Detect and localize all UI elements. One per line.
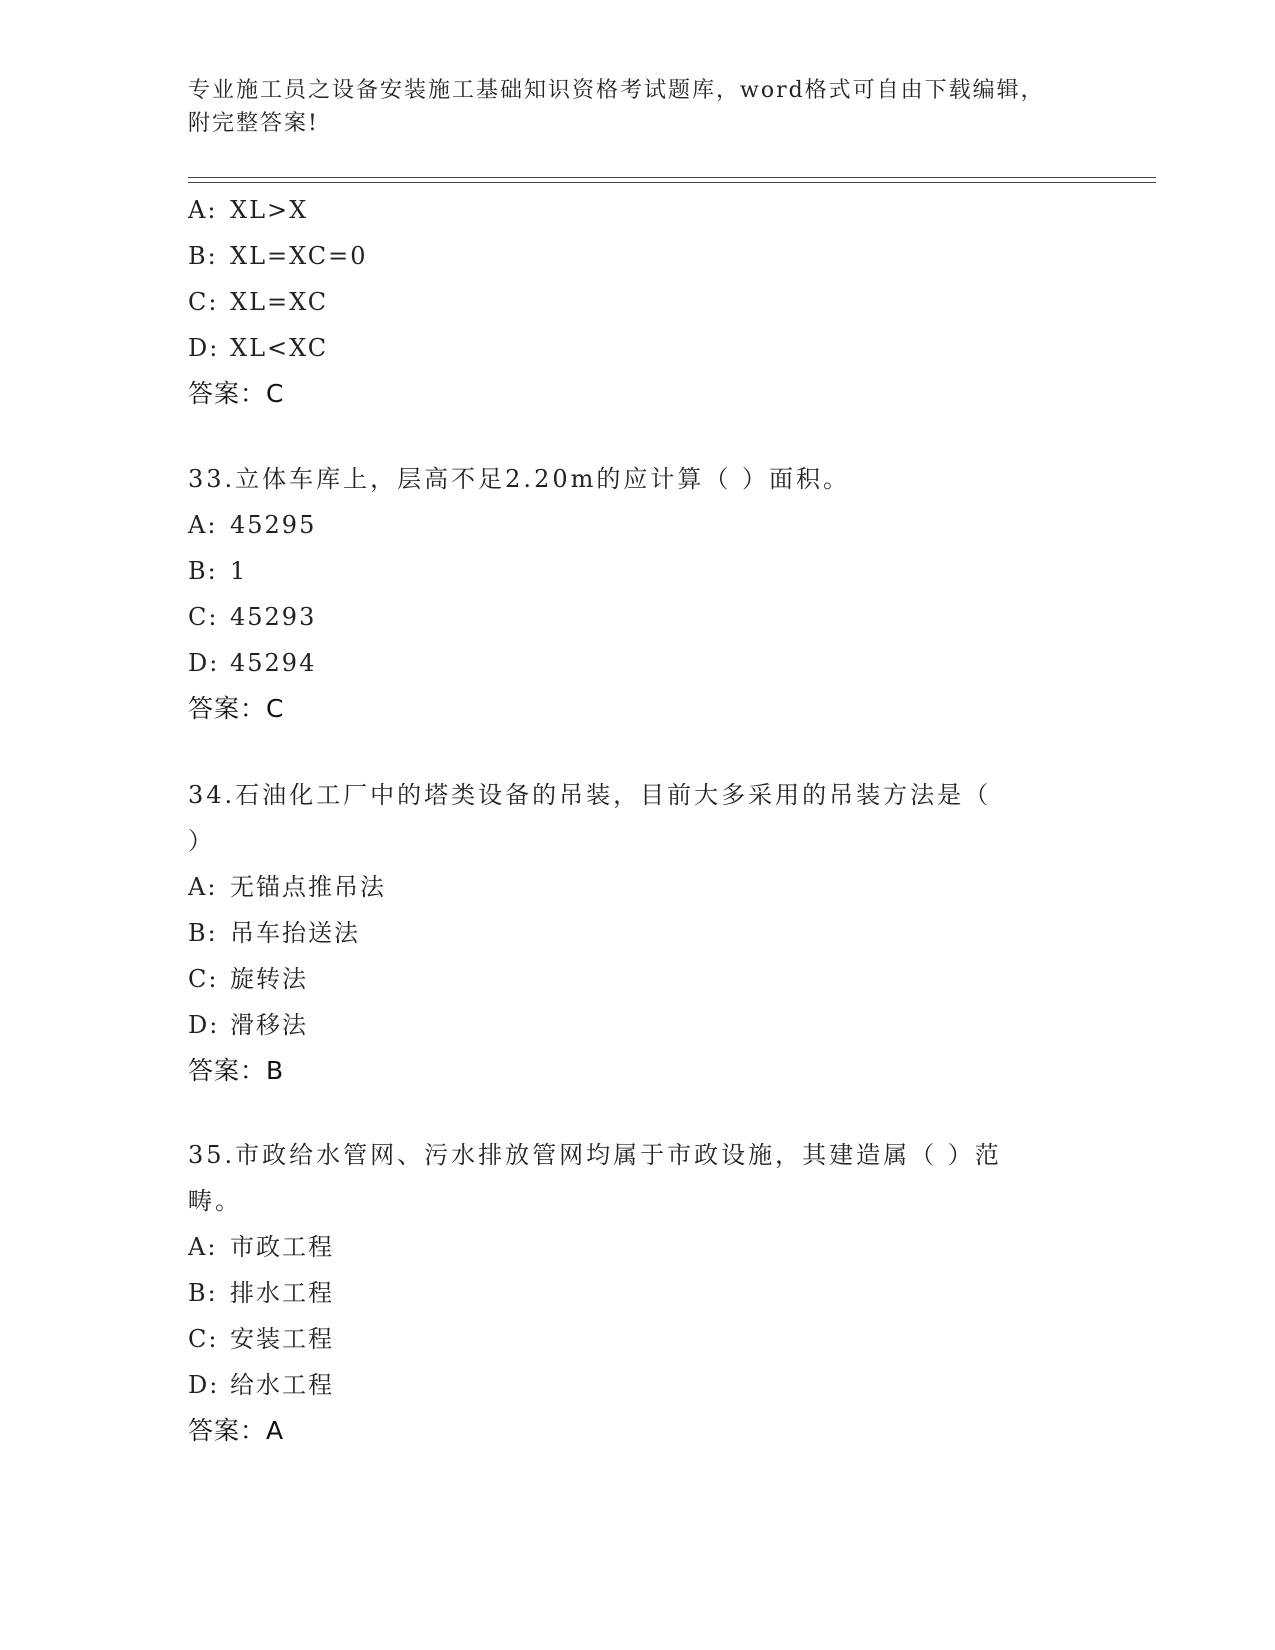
option-text: 安装工程 (230, 1325, 334, 1353)
option-label: D: (188, 1011, 220, 1039)
option-text: 旋转法 (230, 965, 308, 993)
option-a (188, 864, 1088, 910)
question-text-continued: ） (188, 827, 215, 855)
question-text: 35.市政给水管网、污水排放管网均属于市政设施，其建造属（ ）范 (188, 1141, 1002, 1169)
option-label: A: (188, 511, 218, 539)
option-a (188, 187, 1088, 233)
option-d (188, 640, 1088, 686)
option-a (188, 1224, 1088, 1270)
question-text-continued: 畴。 (188, 1187, 242, 1215)
option-c (188, 956, 1088, 1002)
option-label: C: (188, 288, 219, 316)
option-text: 45295 (230, 511, 317, 539)
option-d (188, 1362, 1088, 1408)
option-label: B: (188, 1279, 218, 1307)
option-text: 给水工程 (230, 1371, 334, 1399)
document-header (188, 74, 1068, 140)
option-label: D: (188, 1371, 220, 1399)
header-line-1: 专业施工员之设备安装施工基础知识资格考试题库，word格式可自由下载编辑， (188, 78, 1045, 103)
option-label: A: (188, 196, 218, 224)
question-35-block (188, 1132, 1088, 1454)
header-line-2: 附完整答案! (188, 111, 319, 136)
option-d (188, 1002, 1088, 1048)
option-label: C: (188, 603, 219, 631)
option-d (188, 325, 1088, 371)
header-divider-top (188, 177, 1156, 178)
answer-line: 答案：B (188, 1056, 285, 1085)
option-c (188, 279, 1088, 325)
question-text: 33.立体车库上，层高不足2.20m的应计算（ ）面积。 (188, 465, 850, 493)
answer-line: 答案：C (188, 379, 285, 408)
option-text: XL=XC (230, 288, 329, 316)
answer-line: 答案：A (188, 1416, 285, 1445)
option-text: 吊车抬送法 (230, 919, 360, 947)
option-text: XL<XC (230, 334, 329, 362)
option-text: 1 (230, 557, 248, 585)
option-label: A: (188, 1233, 218, 1261)
header-divider-bottom (188, 182, 1156, 183)
option-label: B: (188, 557, 218, 585)
option-text: 45293 (230, 603, 317, 631)
option-text: 45294 (230, 649, 317, 677)
question-32-block (188, 187, 1088, 417)
option-text: 排水工程 (230, 1279, 334, 1307)
option-text: XL>X (230, 196, 309, 224)
question-33-block (188, 456, 1088, 732)
option-b (188, 1270, 1088, 1316)
option-label: B: (188, 919, 218, 947)
option-text: 市政工程 (230, 1233, 334, 1261)
option-text: 滑移法 (230, 1011, 308, 1039)
answer-line: 答案：C (188, 694, 285, 723)
option-text: XL=XC=0 (230, 242, 368, 270)
option-label: C: (188, 965, 219, 993)
option-label: D: (188, 334, 220, 362)
option-b (188, 910, 1088, 956)
option-label: B: (188, 242, 218, 270)
option-label: D: (188, 649, 220, 677)
question-text: 34.石油化工厂中的塔类设备的吊装，目前大多采用的吊装方法是（ (188, 781, 992, 809)
option-a (188, 502, 1088, 548)
question-34-block (188, 772, 1088, 1094)
option-label: C: (188, 1325, 219, 1353)
option-c (188, 594, 1088, 640)
option-b (188, 548, 1088, 594)
option-c (188, 1316, 1088, 1362)
option-text: 无锚点推吊法 (230, 873, 386, 901)
option-label: A: (188, 873, 218, 901)
option-b (188, 233, 1088, 279)
